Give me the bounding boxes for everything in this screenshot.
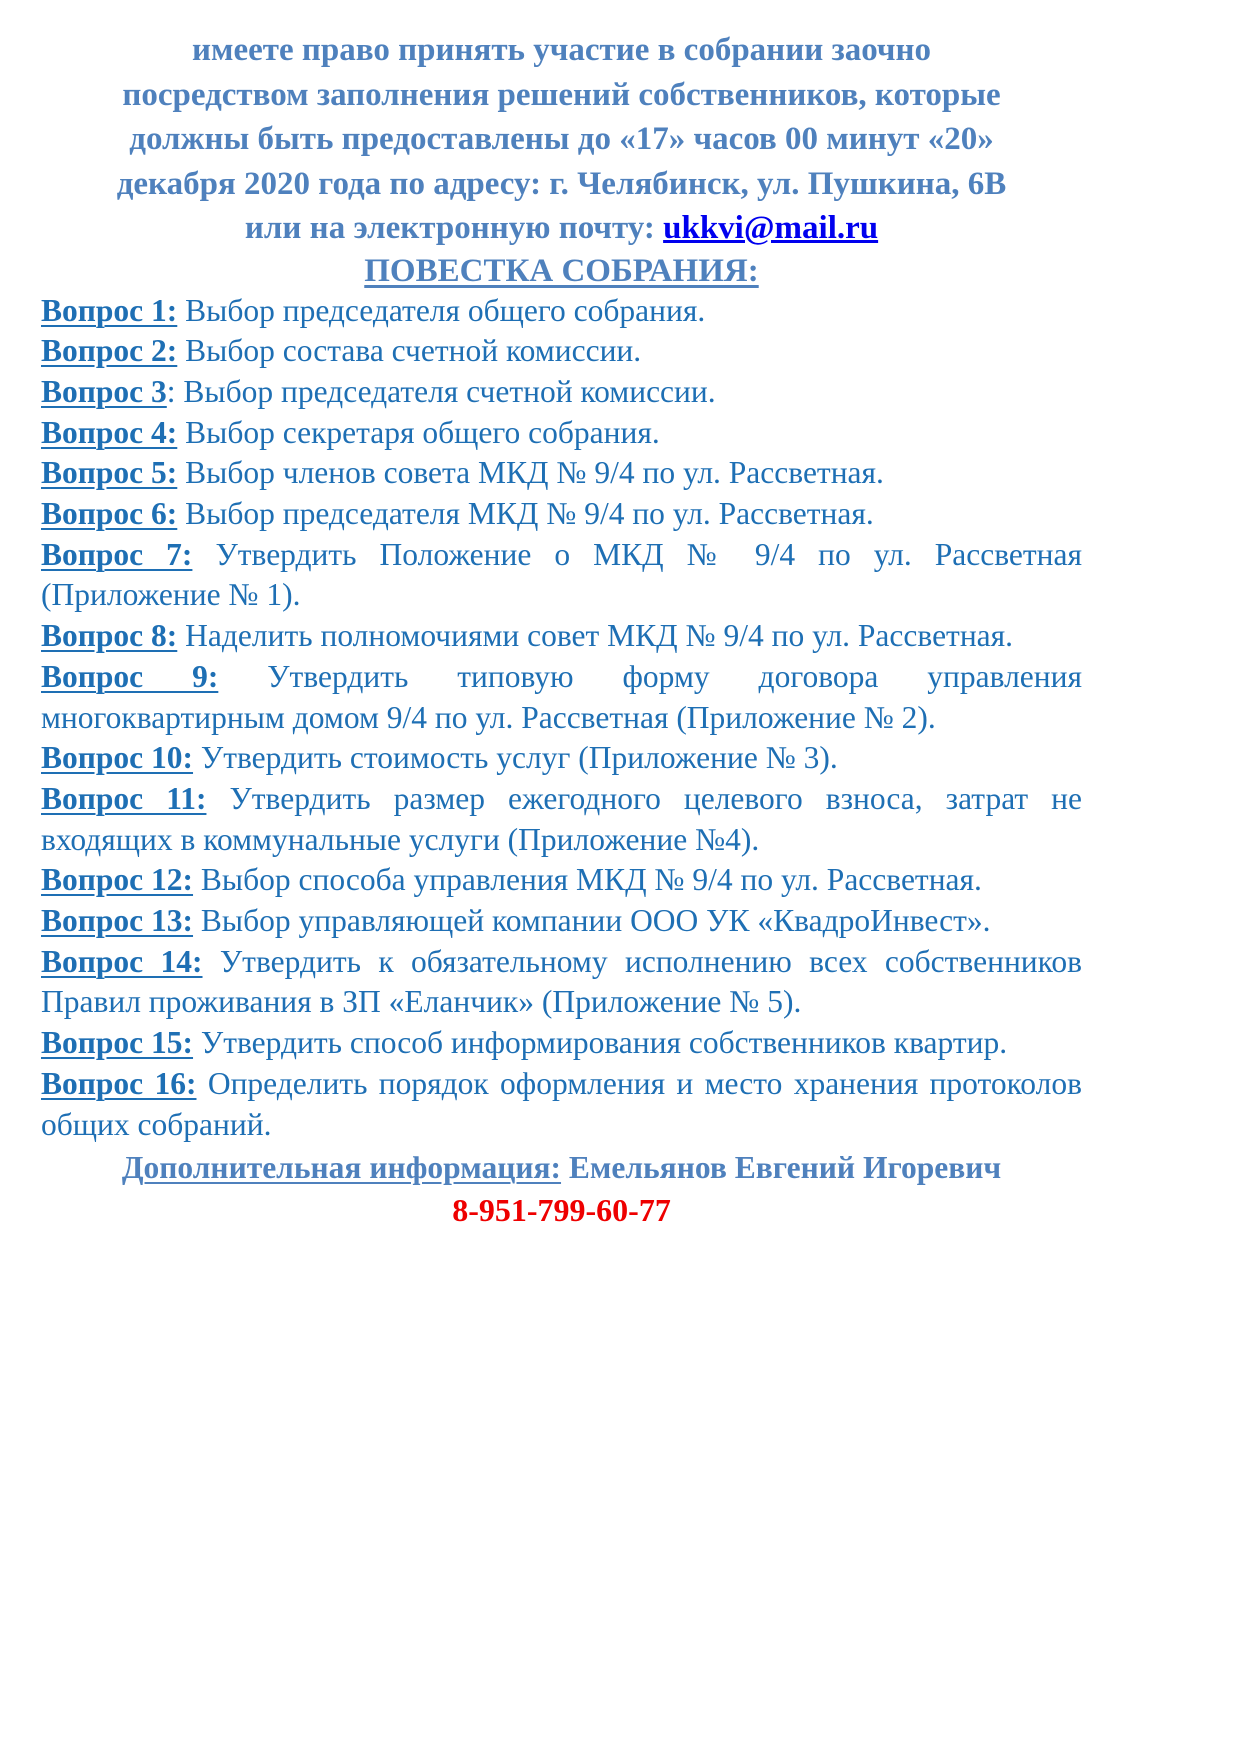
question-label: Вопрос 15: [41,1025,194,1061]
document-page [41,28,1082,1231]
agenda-item [41,779,1082,860]
question-text: Наделить полномочиями совет МКД № 9/4 по ул. Рассветная. [177,618,1014,654]
agenda-item [41,494,1082,535]
question-text: Выбор состава счетной комиссии. [177,333,642,369]
contact-name: Емельянов Евгений Игоревич [561,1150,1002,1186]
question-text: Выбор членов совета МКД № 9/4 по ул. Рассветная. [177,455,884,491]
question-text: Утвердить стоимость услуг (Приложение № 3). [193,740,838,776]
agenda-title: ПОВЕСТКА СОБРАНИЯ: [364,252,759,289]
question-label: Вопрос 14: [41,943,203,979]
question-text: Утвердить способ информирования собственников квартир. [193,1025,1008,1061]
intro-line: посредством заполнения решений собственников, которые [122,76,1001,113]
intro-line: декабря 2020 года по адресу: г. Челябинск, ул. Пушкина, 6В [116,165,1007,202]
question-label: Вопрос 1: [41,292,178,328]
question-label: Вопрос 9: [41,658,219,694]
agenda-item [41,657,1082,738]
question-text: Выбор способа управления МКД № 9/4 по ул. Рассветная. [193,862,982,898]
agenda-item [41,942,1082,1023]
agenda-item [41,738,1082,779]
agenda-item [41,1023,1082,1064]
intro-line: должны быть предоставлены до «17» часов 00 минут «20» [129,121,994,157]
email-prefix: или на электронную почту: [244,210,664,246]
question-label: Вопрос 6: [41,496,178,532]
question-text: Выбор председателя МКД № 9/4 по ул. Рассветная. [177,496,874,532]
email-link[interactable]: ukkvi@mail.ru [663,210,879,246]
question-label: Вопрос 3 [41,373,167,409]
agenda-item [41,291,1082,332]
contact-label: Дополнительная информация: [121,1150,562,1186]
agenda-item [41,616,1082,657]
agenda-item [41,535,1082,616]
question-label: Вопрос 12: [41,862,194,898]
agenda-list [41,291,1082,1146]
agenda-item [41,453,1082,494]
intro-line: имеете право принять участие в собрании заочно [191,32,932,68]
question-text: Выбор председателя общего собрания. [177,292,706,328]
question-text: Определить порядок оформления и место хранения протоколов общих собраний. [41,1065,1082,1142]
question-label: Вопрос 5: [41,455,178,491]
agenda-item [41,372,1082,413]
agenda-item [41,860,1082,901]
question-label: Вопрос 16: [41,1065,197,1101]
intro-email-line [41,206,1082,251]
agenda-item [41,413,1082,454]
question-label: Вопрос 2: [41,333,178,369]
question-label: Вопрос 11: [41,780,207,816]
question-label: Вопрос 7: [41,536,193,572]
agenda-item [41,331,1082,372]
intro-paragraph [41,28,1082,251]
question-text: : Выбор председателя счетной комиссии. [166,373,716,409]
question-label: Вопрос 4: [41,414,178,450]
contact-info [41,1147,1082,1189]
agenda-item [41,1064,1082,1145]
contact-phone: 8-951-799-60-77 [452,1192,671,1229]
question-label: Вопрос 8: [41,618,178,654]
question-text: Утвердить типовую форму договора управления многоквартирным домом 9/4 по ул. Рассветная (Приложение № 2). [41,658,1082,735]
question-text: Выбор управляющей компании ООО УК «КвадроИнвест». [193,903,991,939]
agenda-item [41,901,1082,942]
question-text: Утвердить к обязательному исполнению всех собственников Правил проживания в ЗП «Еланчик» (Приложение № 5). [41,943,1082,1020]
question-text: Выбор секретаря общего собрания. [177,414,660,450]
question-label: Вопрос 13: [41,903,194,939]
question-text: Утвердить размер ежегодного целевого взноса, затрат не входящих в коммунальные услуги (Приложение №4). [41,780,1082,857]
question-text: Утвердить Положение о МКД № 9/4 по ул. Рассветная (Приложение № 1). [41,536,1082,613]
question-label: Вопрос 10: [41,740,194,776]
